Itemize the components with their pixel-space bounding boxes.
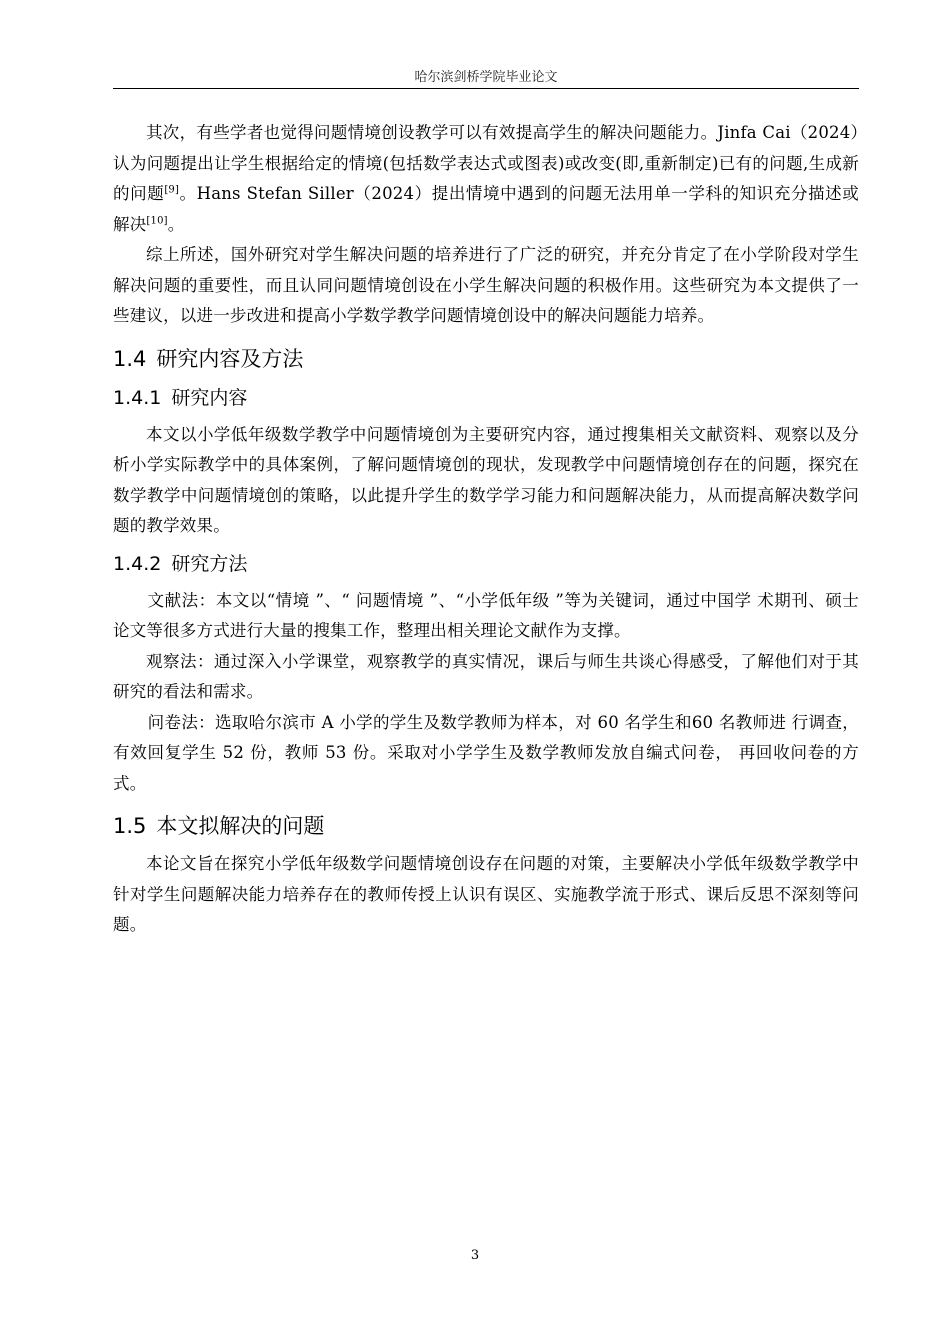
paragraph-observation-method: 观察法：通过深入小学课堂，观察教学的真实情况，课后与师生共谈心得感受，了解他们对于其研究的看法和需求。 xyxy=(113,651,859,701)
section-heading-1-5 xyxy=(113,809,859,843)
page-header: 哈尔滨剑桥学院毕业论文 xyxy=(414,70,558,85)
page-number: 3 xyxy=(470,1248,480,1263)
citation-10: [10] xyxy=(146,215,168,226)
paragraph-summary: 综上所述，国外研究对学生解决问题的培养进行了广泛的研究，并充分肯定了在小学阶段对学生解决问题的重要性，而且认同问题情境创设在小学生解决问题的积极作用。这些研究为本文提供了一些建议，以进一步改进和提高小学数学教学问题情境创设中的解决问题能力培养。 xyxy=(113,245,859,325)
section-number: 1.4.1 xyxy=(113,386,162,409)
paragraph-research-content: 本文以小学低年级数学教学中问题情境创为主要研究内容，通过搜集相关文献资料、观察以及分析小学实际教学中的具体案例，了解问题情境创的现状，发现教学中问题情境创存在的问题，探究在数学教学中问题情境创的策略，以此提升学生的数学学习能力和问题解决能力，从而提高解决数学问题的教学效果。 xyxy=(113,424,859,535)
paragraph-text: 其次，有些学者也觉得问题情境创设教学可以有效提高学生的解决问题能力。Jinfa Cai（2024）认为问题提出让学生根据给定的情境(包括数学表达式或图表)或改变(即,重新制定)已有的问题,生成新的问题 xyxy=(113,123,859,203)
paragraph-problems-to-solve: 本论文旨在探究小学低年级数学问题情境创设存在问题的对策，主要解决小学低年级数学教学中针对学生问题解决能力培养存在的教师传授上认识有误区、实施教学流于形式、课后反思不深刻等问题。 xyxy=(113,854,859,934)
section-heading-1-4-2 xyxy=(113,548,859,580)
section-number: 1.4.2 xyxy=(113,552,162,575)
paragraph-literature-method: 文献法：本文以“情境 ”、“ 问题情境 ”、“小学低年级 ”等为关键词，通过中国学 术期刊、硕士论文等很多方式进行大量的搜集工作，整理出相关理论文献作为支撑。 xyxy=(113,590,859,640)
header-rule xyxy=(113,88,859,89)
paragraph-text: 。 xyxy=(167,214,185,234)
section-heading-1-4-1 xyxy=(113,382,859,414)
paragraph-foreign-scholars xyxy=(113,118,859,240)
section-heading-1-4 xyxy=(113,342,859,376)
section-title: 研究内容及方法 xyxy=(156,346,304,371)
section-title: 本文拟解决的问题 xyxy=(156,814,325,838)
section-title: 研究方法 xyxy=(171,552,248,575)
page-body xyxy=(113,118,859,941)
section-title: 研究内容 xyxy=(171,386,248,409)
paragraph-questionnaire-method: 问卷法：选取哈尔滨市 A 小学的学生及数学教师为样本，对 60 名学生和60 名教师进 行调查，有效回复学生 52 份，教师 53 份。采取对小学学生及数学教师发放自编式问卷， 再回收问卷的方式。 xyxy=(113,712,859,793)
section-number: 1.4 xyxy=(113,346,147,371)
section-number: 1.5 xyxy=(113,814,147,838)
paragraph-text: 。Hans Stefan Siller（2024）提出情境中遇到的问题无法用单一学科的知识充分描述或解决 xyxy=(113,184,859,234)
citation-9: [9] xyxy=(164,184,180,196)
